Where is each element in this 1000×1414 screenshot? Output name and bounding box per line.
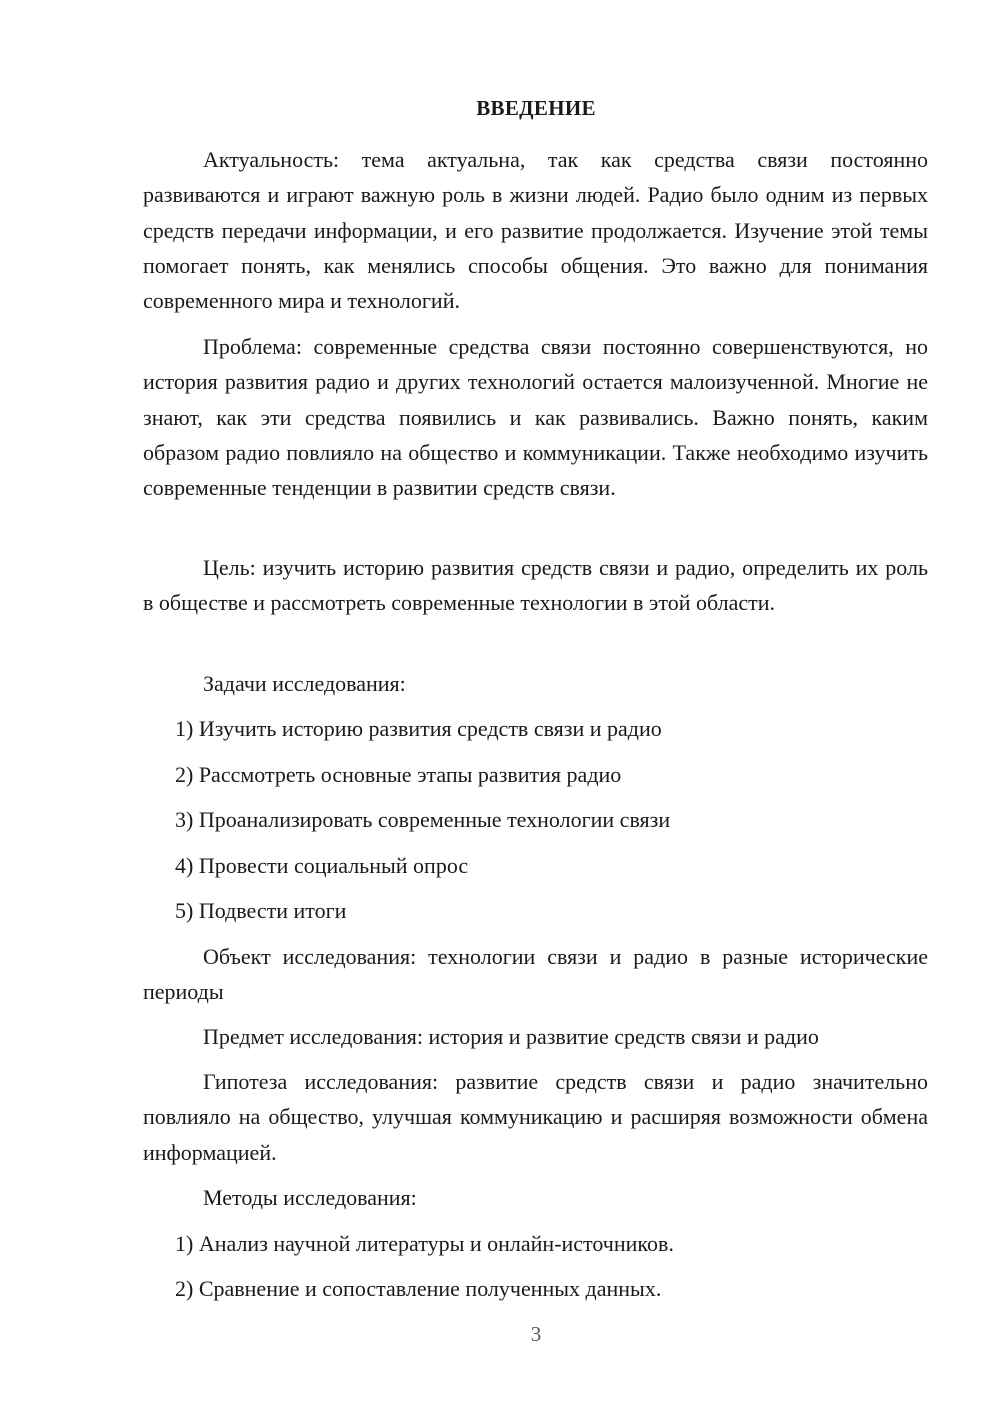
task-item: 2) Рассмотреть основные этапы развития радио bbox=[175, 762, 622, 787]
goal-paragraph: Цель: изучить историю развития средств связи и радио, определить их роль в обществе и рассмотреть современные технологии в этой области. bbox=[143, 555, 928, 616]
task-item: 5) Подвести итоги bbox=[175, 898, 347, 923]
methods-heading: Методы исследования: bbox=[203, 1185, 417, 1210]
subject-paragraph: Предмет исследования: история и развитие средств связи и радио bbox=[203, 1024, 819, 1049]
page-title: ВВЕДЕНИЕ bbox=[476, 96, 596, 120]
problem-paragraph: Проблема: современные средства связи постоянно совершенствуются, но история развития радио и других технологий остается малоизученной. Многие не знают, как эти средства появились и как развивались. Важно понять, каким образом радио повлияло на общество и коммуникации. Также необходимо изучить современные тенденции в развитии средств связи. bbox=[143, 334, 928, 501]
actuality-paragraph: Актуальность: тема актуальна, так как средства связи постоянно развиваются и играют важную роль в жизни людей. Радио было одним из первых средств передачи информации, и его развитие продолжается. Изучение этой темы помогает понять, как менялись способы общения. Это важно для понимания современного мира и технологий. bbox=[143, 147, 928, 314]
task-item: 3) Проанализировать современные технологии связи bbox=[175, 807, 671, 832]
object-paragraph: Объект исследования: технологии связи и радио в разные исторические периоды bbox=[143, 944, 928, 1005]
task-item: 1) Изучить историю развития средств связи и радио bbox=[175, 716, 662, 741]
task-item: 4) Провести социальный опрос bbox=[175, 853, 469, 878]
hypothesis-paragraph: Гипотеза исследования: развитие средств связи и радио значительно повлияло на общество, улучшая коммуникацию и расширяя возможности обмена информацией. bbox=[143, 1069, 928, 1165]
tasks-heading: Задачи исследования: bbox=[203, 671, 406, 696]
method-item: 2) Сравнение и сопоставление полученных данных. bbox=[175, 1276, 662, 1301]
page-number: 3 bbox=[530, 1322, 542, 1346]
method-item: 1) Анализ научной литературы и онлайн-источников. bbox=[175, 1231, 674, 1256]
